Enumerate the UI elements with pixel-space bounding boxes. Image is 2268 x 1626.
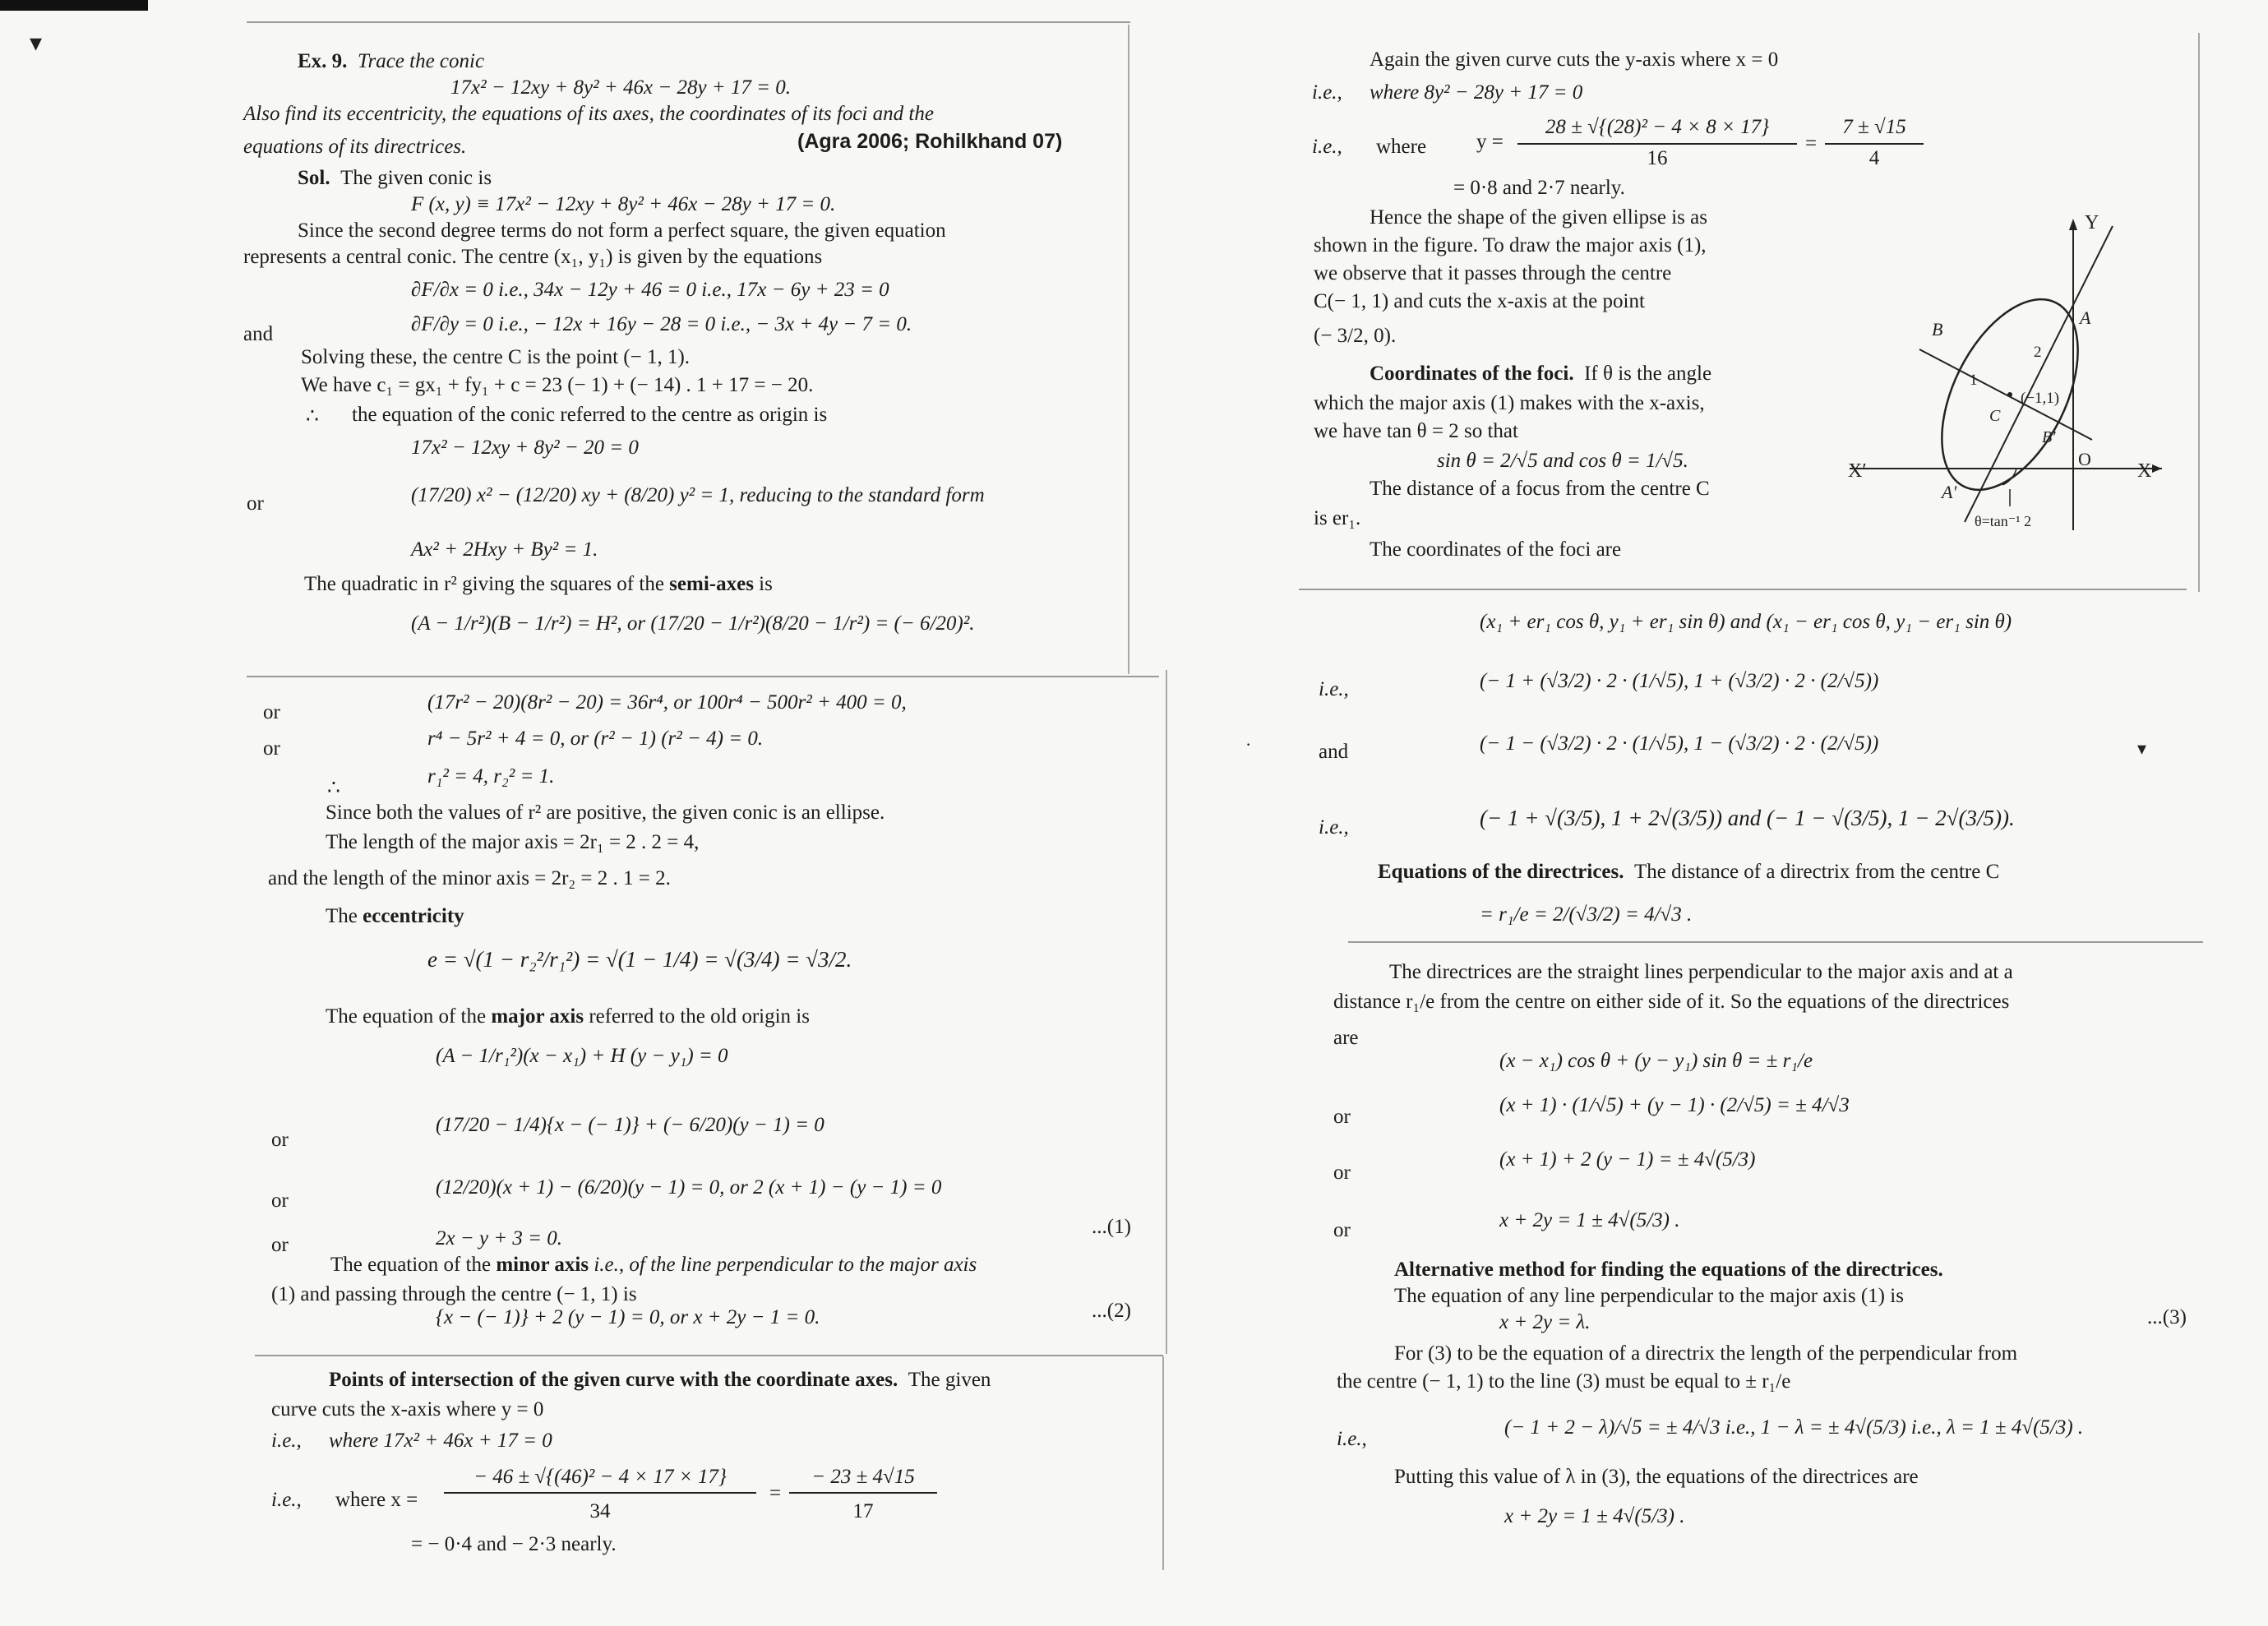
equation-directrix-1: (x − x₁) cos θ + (y − y₁) sin θ = ± r₁/e [1499,1050,1813,1072]
paragraph-line: we have tan θ = 2 so that [1314,420,1518,442]
paragraph-line: Putting this value of λ in (3), the equations of the directrices are [1394,1466,1919,1488]
ie-label: i.e., [1319,816,1349,838]
connector-word: or [1333,1162,1351,1184]
therefore-symbol: ∴ [306,405,319,427]
connector-word: or [247,492,264,515]
label-semi-minor: 1 [1970,372,1978,389]
exam-reference: (Agra 2006; Rohilkhand 07) [797,130,1063,153]
ie-label: i.e., [1312,136,1342,158]
paragraph-line: The distance of a focus from the centre C [1370,478,1710,500]
equation-dfdy: ∂F/∂y = 0 i.e., − 12x + 16y − 28 = 0 i.e., − 3x + 4y − 7 = 0. [411,313,912,335]
scan-speck: ▾ [2137,738,2147,759]
equation-c1: We have c₁ = gx₁ + fy₁ + c = 23 (− 1) + (− 14) . 1 + 17 = − 20. [301,374,814,396]
text-run: where x = [335,1489,418,1511]
scan-speck: ▾ [30,30,43,57]
fraction-denominator: 34 [589,1500,611,1522]
equation-r3: r₁² = 4, r₂² = 1. [427,765,555,788]
equals-sign: y = [1476,131,1504,153]
equals-sign: = [1805,132,1818,155]
paragraph-line: Hence the shape of the given ellipse is as [1370,206,1707,229]
task-text: Also find its eccentricity, the equations of its axes, the coordinates of its foci and the [243,103,934,125]
equation-standard: (17/20) x² − (12/20) xy + (8/20) y² = 1, reducing to the standard form [411,484,985,506]
ie-label: i.e., [1312,81,1342,104]
connector-word: or [1333,1106,1351,1128]
fraction-denominator: 4 [1868,147,1880,169]
equation-minor: {x − (− 1)} + 2 (y − 1) = 0, or x + 2y − 1 = 0. [436,1306,820,1328]
section-heading-foci: Coordinates of the foci. [1370,363,1574,385]
minor-axis-line [1919,349,2092,440]
example-task: Trace the conic [357,50,485,72]
fraction-denominator: 16 [1647,147,1668,169]
page-rule [1348,941,2203,943]
section-heading-alternative: Alternative method for finding the equations of the directrices. [1394,1259,1943,1281]
text-run: is [759,573,773,595]
text-run: The quadratic in r² giving the squares of the [304,573,664,595]
fraction-numerator: 28 ± √{(28)² − 4 × 8 × 17} [1545,116,1770,138]
paragraph-line: (− 3/2, 0). [1314,325,1397,347]
scan-speck: · [1245,734,1252,755]
paragraph-line: shown in the figure. To draw the major axis (1), [1314,234,1707,256]
paragraph-line: we observe that it passes through the centre [1314,262,1672,284]
page-rule [1166,670,1167,1354]
page-rule [255,1355,1163,1356]
equation-major-1: (A − 1/r₁²)(x − x₁) + H (y − y₁) = 0 [436,1045,728,1067]
connector-word: or [263,701,280,723]
equation-sin-cos: sin θ = 2/√5 and cos θ = 1/√5. [1437,450,1688,472]
equation-directrix-2: (x + 1) · (1/√5) + (y − 1) · (2/√5) = ± 4/√3 [1499,1094,1850,1116]
paragraph-line: and the length of the minor axis = 2r₂ = 2 . 1 = 2. [268,867,671,889]
equation-x-quadratic: where 17x² + 46x + 17 = 0 [329,1430,552,1452]
paragraph-line: C(− 1, 1) and cuts the x-axis at the point [1314,290,1645,312]
paragraph-line: the centre (− 1, 1) to the line (3) must be equal to ± r₁/e [1337,1370,1791,1393]
equation-r1: (17r² − 20)(8r² − 20) = 36r⁴, or 100r⁴ − 500r² + 400 = 0, [427,691,907,714]
paragraph-line [326,903,464,931]
conic-definition: F (x, y) ≡ 17x² − 12xy + 8y² + 46x − 28y + 17 = 0. [411,193,836,215]
equation-y-quadratic: where 8y² − 28y + 17 = 0 [1370,81,1583,104]
paragraph-line [329,1366,991,1394]
equation-directrix-4: x + 2y = 1 ± 4√(5/3) . [1499,1209,1680,1231]
paragraph-line: The directrices are the straight lines perpendicular to the major axis and at a [1389,961,2013,983]
equals-sign: = [769,1482,782,1504]
y-axis-arrow-icon [2069,219,2077,230]
keyword-eccentricity: eccentricity [363,905,464,927]
equation-dfdx: ∂F/∂x = 0 i.e., 34x − 12y + 46 = 0 i.e., 17x − 6y + 23 = 0 [411,279,889,301]
equation-major-3: (12/20)(x + 1) − (6/20)(y − 1) = 0, or 2 (x + 1) − (y − 1) = 0 [436,1176,942,1199]
paragraph-line [1370,360,1711,388]
centre-point [2007,392,2012,397]
page-rule [2198,33,2200,592]
connector-word: or [1333,1219,1351,1241]
text-run: The given [908,1369,991,1391]
paragraph-line: (1) and passing through the centre (− 1, 1) is [271,1283,637,1305]
label-centre-c: C [1989,407,2001,425]
example-equation: 17x² − 12xy + 8y² + 46x − 28y + 17 = 0. [450,76,792,99]
paragraph-line: The coordinates of the foci are [1370,538,1622,561]
equation-directrix-distance: = r₁/e = 2/(√3/2) = 4/√3 . [1480,903,1693,926]
paragraph-line: Solving these, the centre C is the point (− 1, 1). [301,346,691,368]
fraction-numerator: 7 ± √15 [1842,116,1906,138]
paragraph-line: represents a central conic. The centre (x₁, y₁) is given by the equations [243,246,823,268]
solution-start [298,164,492,192]
equation-tag: ...(2) [1092,1300,1131,1322]
section-heading-directrices: Equations of the directrices. [1378,861,1624,883]
label-semi-major: 2 [2034,344,2042,361]
label-x-axis: X [2137,460,2152,482]
paragraph-line: is er₁. [1314,507,1361,529]
equation-major-2: (17/20 − 1/4){x − (− 1)} + (− 6/20)(y − 1) = 0 [436,1114,825,1136]
equation-focus-c: (− 1 + √(3/5), 1 + 2√(3/5)) and (− 1 − √(3/5), 1 − 2√(3/5)). [1480,806,2015,830]
paragraph-line: distance r₁/e from the centre on either side of it. So the equations of the directrices [1333,991,2010,1013]
major-axis-line [1965,226,2113,522]
equation-alt-lambda: (− 1 + 2 − λ)/√5 = ± 4/√3 i.e., 1 − λ = ± 4√(5/3) i.e., λ = 1 ± 4√(5/3) . [1504,1416,2084,1439]
ie-label: i.e., [271,1489,302,1511]
paragraph-line: For (3) to be the equation of a directrix the length of the perpendicular from [1394,1342,2018,1365]
text-run: The equation of the [330,1254,492,1276]
paragraph-line: The equation of any line perpendicular to the major axis (1) is [1394,1285,1904,1307]
paragraph-line: The length of the major axis = 2r₁ = 2 . 2 = 4, [326,831,700,853]
connector-word: or [263,737,280,760]
label-vertex-b-prime: B′ [2042,428,2056,446]
page-rule [247,21,1130,23]
connector-word: and [1319,741,1349,763]
ellipse-figure [1841,206,2170,534]
equation-origin: 17x² − 12xy + 8y² − 20 = 0 [411,437,639,459]
fraction-numerator: − 23 ± 4√15 [811,1466,915,1488]
text-run: where [1376,136,1427,158]
paragraph-line: curve cuts the x-axis where y = 0 [271,1398,544,1420]
keyword-major-axis: major axis [491,1005,584,1028]
paragraph-line [304,570,773,598]
text-run: The equation of the [326,1005,487,1028]
equation-r2: r⁴ − 5r² + 4 = 0, or (r² − 1) (r² − 4) = 0. [427,728,764,750]
label-vertex-a-prime: A′ [1942,482,1957,502]
equation-quadratic: (A − 1/r²)(B − 1/r²) = H², or (17/20 − 1/r²)(8/20 − 1/r²) = (− 6/20)². [411,612,975,635]
text-run: The [326,905,358,927]
label-origin: O [2078,449,2091,469]
ie-label: i.e., [271,1430,302,1452]
fraction-bar [444,1492,756,1494]
page-rule [1128,25,1129,674]
equation-focus-a: (− 1 + (√3/2) · 2 · (1/√5), 1 + (√3/2) · 2 · (2/√5)) [1480,670,1879,692]
ie-label: i.e., [1319,678,1349,700]
connector-word: and [243,323,274,345]
paragraph-line: Again the given curve cuts the y-axis where x = 0 [1370,49,1779,71]
keyword-semi-axes: semi-axes [669,573,754,595]
paragraph-line [330,1251,977,1279]
sol-label: Sol. [298,167,330,189]
section-heading-intersection: Points of intersection of the given curve with the coordinate axes. [329,1369,898,1391]
paragraph-line: are [1333,1027,1359,1049]
paragraph-line: the equation of the conic referred to the centre as origin is [352,404,828,426]
keyword-minor-axis: minor axis [496,1254,589,1276]
label-x-prime: X′ [1848,460,1867,482]
equation-major-4: 2x − y + 3 = 0. [436,1227,563,1250]
page-rule [1299,589,2187,590]
fraction-numerator: − 46 ± √{(46)² − 4 × 17 × 17} [473,1466,727,1488]
label-vertex-b: B [1932,319,1943,340]
connector-word: or [271,1234,289,1256]
connector-word: or [271,1189,289,1212]
connector-word: or [271,1129,289,1151]
paragraph-line: Since both the values of r² are positive, the given conic is an ellipse. [326,801,885,824]
page-rule [1162,1356,1164,1570]
paragraph-line [326,1003,810,1031]
fraction-denominator: 17 [852,1500,874,1522]
example-number: Ex. 9. [298,50,348,72]
page-rule [247,676,1159,677]
equation-tag: ...(1) [1092,1216,1131,1238]
therefore-symbol: ∴ [327,777,340,799]
x-axis-arrow-icon [2152,464,2162,473]
label-vertex-a: A [2080,307,2091,328]
paragraph-line: = 0·8 and 2·7 nearly. [1453,177,1625,199]
scan-edge-mark [0,0,148,11]
paragraph-line: = − 0·4 and − 2·3 nearly. [411,1533,617,1555]
equation-eccentricity: e = √(1 − r₂²/r₁²) = √(1 − 1/4) = √(3/4) = √3/2. [427,947,852,972]
equation-general: Ax² + 2Hxy + By² = 1. [411,538,598,561]
equation-focus-b: (− 1 − (√3/2) · 2 · (1/√5), 1 − (√3/2) · 2 · (2/√5)) [1480,732,1879,755]
label-centre-coords: (−1,1) [2021,390,2060,407]
text-run: i.e., of the line perpendicular to the major axis [594,1254,977,1276]
paragraph-line: Since the second degree terms do not form a perfect square, the given equation [298,219,946,242]
equation-foci-general: (x₁ + er₁ cos θ, y₁ + er₁ sin θ) and (x₁ − er₁ cos θ, y₁ − er₁ sin θ) [1480,611,2012,633]
equation-alt-line: x + 2y = λ. [1499,1311,1591,1333]
example-heading [298,48,484,76]
equation-directrix-3: (x + 1) + 2 (y − 1) = ± 4√(5/3) [1499,1148,1756,1171]
task-text-cont: equations of its directrices. [243,136,467,158]
sol-text: The given conic is [340,167,492,189]
paragraph-line: which the major axis (1) makes with the x-axis, [1314,392,1705,414]
paragraph-line [1378,858,1999,886]
text-run: referred to the old origin is [589,1005,810,1028]
fraction-bar [789,1492,937,1494]
text-run: The distance of a directrix from the centre C [1634,861,2000,883]
equation-tag: ...(3) [2147,1306,2187,1328]
equation-alt-final: x + 2y = 1 ± 4√(5/3) . [1504,1505,1685,1527]
label-y-axis: Y [2085,212,2099,233]
text-run: If θ is the angle [1584,363,1712,385]
ie-label: i.e., [1337,1428,1367,1450]
label-theta: θ=tan⁻¹ 2 [1975,513,2032,529]
